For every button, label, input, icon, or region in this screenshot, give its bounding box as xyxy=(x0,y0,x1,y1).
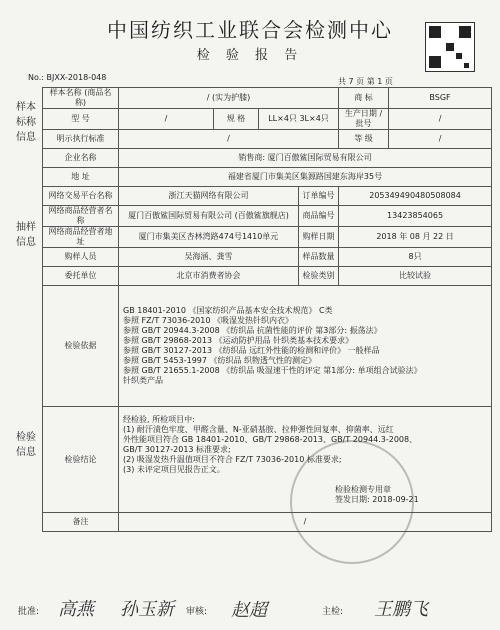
remarks: / xyxy=(119,513,492,532)
basis-line: 针织类产品 xyxy=(123,376,163,385)
basis-line: 参照 FZ/T 73036-2010 《吸湿发热针织内衣》 xyxy=(123,316,293,325)
purchase-date: 2018 年 08 月 22 日 xyxy=(339,227,492,248)
sampling-info-label: 抽样信息 xyxy=(16,222,36,248)
buyer-label: 购样人员 xyxy=(43,248,119,267)
main-inspector-signature: 王鹏飞 xyxy=(374,599,428,620)
buyer: 吴海涵、龚雪 xyxy=(119,248,299,267)
basis-cell xyxy=(119,286,492,407)
operator: 厦门百傲鲨国际贸易有限公司 (百傲鲨旗舰店) xyxy=(119,206,299,227)
report-subtitle: 检 验 报 告 xyxy=(196,48,304,63)
operator-address: 厦门市集美区杏林湾路474号1410单元 xyxy=(119,227,299,248)
purchase-date-label: 购样日期 xyxy=(299,227,339,248)
page-count: 共 7 页 第 1 页 xyxy=(338,77,393,86)
model-label: 型 号 xyxy=(43,109,119,130)
client-label: 委托单位 xyxy=(43,267,119,286)
basis-label: 检验依据 xyxy=(43,286,119,407)
report-table xyxy=(42,87,491,532)
review-label: 审核: xyxy=(186,607,208,617)
conclusion-line: 外性能项目符合 GB 18401-2010、GB/T 29868-2013、GB/T 20944.3-2008、 xyxy=(123,434,418,444)
report-title: 中国纺织工业联合会检测中心 xyxy=(107,18,393,42)
basis-line: 参照 GB/T 30127-2013 《纺织品 远红外性能的检测和评价》 一般样品 xyxy=(123,346,380,355)
company-label: 企业名称 xyxy=(43,149,119,168)
report-number: No.: BJXX-2018-048 xyxy=(28,73,107,82)
model: / xyxy=(119,109,214,130)
conclusion-line: 经检验, 所检项目中: xyxy=(123,414,195,424)
approve-label: 批准: xyxy=(18,607,40,617)
brand: BSGF xyxy=(389,88,492,109)
grade-label: 等 级 xyxy=(339,130,389,149)
basis-line: 参照 GB/T 29868-2013 《运动防护用品 针织类基本技术要求》 xyxy=(123,336,354,345)
grade: / xyxy=(389,130,492,149)
quantity: 8只 xyxy=(339,248,492,267)
conclusion-line: (2) 吸湿发热升温值项目不符合 FZ/T 73036-2010 标准要求; xyxy=(123,454,342,464)
basis-line: 参照 GB/T 5453-1997 《纺织品 织物透气性的测定》 xyxy=(123,356,317,365)
basis-line: 参照 GB/T 21655.1-2008 《纺织品 吸湿速干性的评定 第1部分: 单项组合试验法》 xyxy=(123,366,422,375)
sample-name: / (实为护膝) xyxy=(119,88,339,109)
spec-label: 规 格 xyxy=(214,109,259,130)
operator-label: 网络商品经营者名称 xyxy=(43,206,119,227)
order-no-label: 订单编号 xyxy=(299,187,339,206)
quantity-label: 样品数量 xyxy=(299,248,339,267)
approver-signature: 高燕 xyxy=(58,599,94,620)
basis-line: GB 18401-2010 《国家纺织产品基本安全技术规范》 C类 xyxy=(123,306,333,315)
inspection-info-label: 检验信息 xyxy=(16,432,36,458)
address-label: 地 址 xyxy=(43,168,119,187)
operator-address-label: 网络商品经营者地址 xyxy=(43,227,119,248)
qr-code-icon xyxy=(425,22,475,72)
stamp-text: 检验检测专用章 xyxy=(335,484,391,494)
reviewer-signature: 孙玉新 xyxy=(120,599,174,620)
prod-date-label: 生产日期 /批号 xyxy=(339,109,389,130)
review-signature: 赵超 xyxy=(231,600,267,621)
platform-label: 网络交易平台名称 xyxy=(43,187,119,206)
sign-date: 签发日期: 2018-09-21 xyxy=(335,494,419,504)
basis-line: 参照 GB/T 20944.3-2008 《纺织品 抗菌性能的评价 第3部分: 振荡法》 xyxy=(123,326,382,335)
conclusion-label: 检验结论 xyxy=(43,407,119,513)
inspection-type: 比较试验 xyxy=(339,267,492,286)
goods-no: 13423854065 xyxy=(339,206,492,227)
inspection-type-label: 检验类别 xyxy=(299,267,339,286)
address: 福建省厦门市集美区集源路国建东海岸35号 xyxy=(119,168,492,187)
main-inspector-label: 主检: xyxy=(322,607,344,617)
standard: / xyxy=(119,130,339,149)
standard-label: 明示执行标准 xyxy=(43,130,119,149)
official-seal xyxy=(290,440,414,564)
conclusion-line: (3) 未评定项目见报告正文。 xyxy=(123,464,225,474)
conclusion-line: (1) 耐汗渍色牢度、甲醛含量、N-亚硝基胺、拉伸弹性回复率、抑菌率、远红 xyxy=(123,424,394,434)
prod-date: / xyxy=(389,109,492,130)
goods-no-label: 商品编号 xyxy=(299,206,339,227)
client: 北京市消费者协会 xyxy=(119,267,299,286)
spec: LL×4只 3L×4只 xyxy=(259,109,339,130)
company: 销售商: 厦门百傲鲨国际贸易有限公司 xyxy=(119,149,492,168)
platform: 浙江天猫网络有限公司 xyxy=(119,187,299,206)
sample-name-label: 样本名称 (商品名称) xyxy=(43,88,119,109)
remarks-label: 备注 xyxy=(43,513,119,532)
brand-label: 商 标 xyxy=(339,88,389,109)
sample-info-label: 样本标称信息 xyxy=(16,102,36,143)
conclusion-line: GB/T 30127-2013 标准要求; xyxy=(123,444,231,454)
order-no: 205349490480508084 xyxy=(339,187,492,206)
